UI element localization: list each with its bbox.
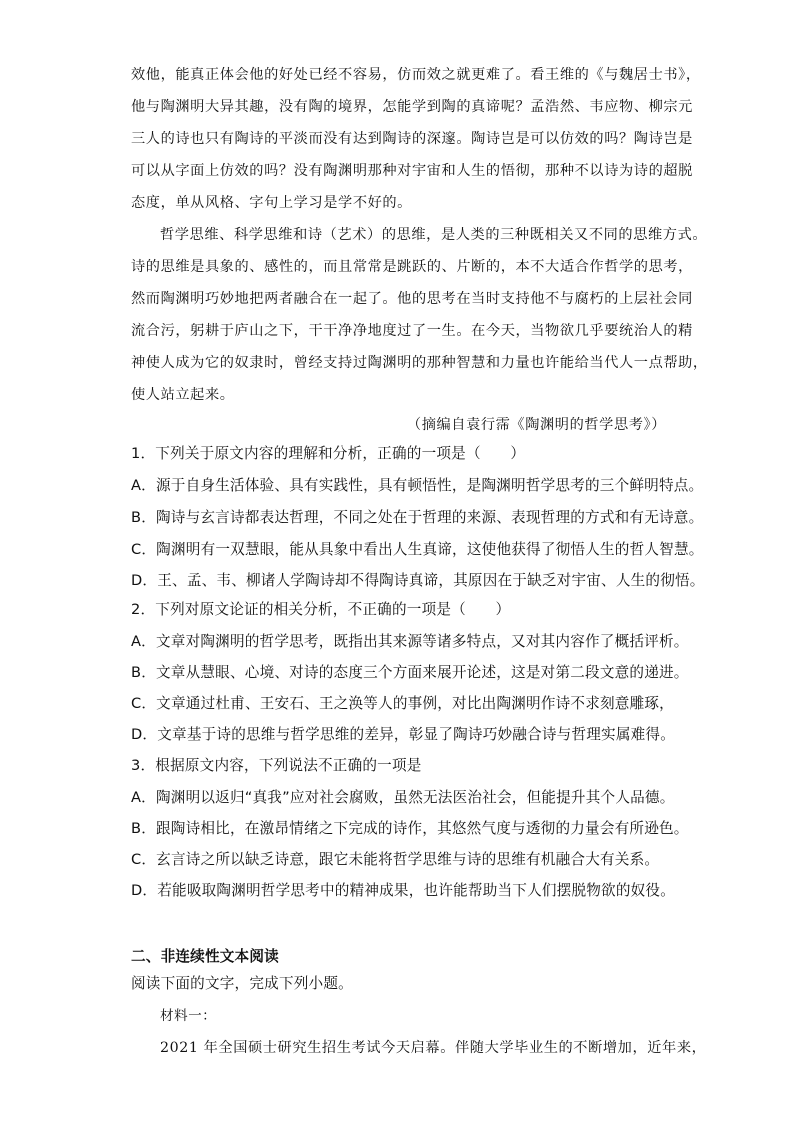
passage-line: 态度，单从风格、字句上学习是学不好的。 [131,195,412,211]
option-c[interactable]: C．陶渊明有一双慧眼，能从具象中看出人生真谛，这使他获得了彻悟人生的哲人智慧。 [131,541,704,558]
option-d[interactable]: D．王、孟、韦、柳诸人学陶诗却不得陶诗真谛，其原因在于缺乏对宇宙、人生的彻悟。 [131,572,705,589]
option-a[interactable]: A．陶渊明以返归“真我”应对社会腐败，虽然无法医治社会，但能提升其个人品德。 [131,789,675,806]
passage-line: 然而陶渊明巧妙地把两者融合在一起了。他的思考在当时支持他不与腐朽的上层社会同 [131,291,693,307]
section-heading: 二、非连续性文本阅读 [131,948,279,965]
material-label: 材料一： [160,1008,217,1024]
question-stem: 1．下列关于原文内容的理解和分析，正确的一项是（ ） [131,445,526,462]
passage-line: 可以从字面上仿效的吗？没有陶渊明那种对宇宙和人生的悟彻，那种不以诗为诗的超脱 [131,163,693,179]
option-b[interactable]: B．陶诗与玄言诗都表达哲理，不同之处在于哲理的来源、表现哲理的方式和有无诗意。 [131,509,704,526]
passage-line: 神使人成为它的奴隶时，曾经支持过陶渊明的那种智慧和力量也许能给当代人一点帮助， [131,355,708,371]
passage-line: 诗的思维是具象的、感性的，而且常常是跳跃的、片断的，本不大适合作哲学的思考， [131,259,693,275]
passage-line: 流合污，躬耕于庐山之下，干干净净地度过了一生。在今天，当物欲几乎要统治人的精 [131,323,693,339]
option-a[interactable]: A．源于自身生活体验、具有实践性，具有顿悟性，是陶渊明哲学思考的三个鲜明特点。 [131,477,704,494]
option-b[interactable]: B．跟陶诗相比，在激昂情绪之下完成的诗作，其悠然气度与透彻的力量会有所逊色。 [131,820,689,837]
section-instruction: 阅读下面的文字，完成下列小题。 [131,975,353,992]
material-first-line: 2021 年全国硕士研究生招生考试今天启幕。伴随大学毕业生的不断增加，近年来， [160,1040,707,1056]
passage-line: 哲学思维、科学思维和诗（艺术）的思维，是人类的三种既相关又不同的思维方式。 [160,227,708,243]
passage-line: 效他，能真正体会他的好处已经不容易，仿而效之就更难了。看王维的《与魏居士书》， [131,67,701,83]
option-a[interactable]: A．文章对陶渊明的哲学思考，既指出其来源等诸多特点，又对其内容作了概括评析。 [131,633,689,650]
question-stem: 3．根据原文内容，下列说法不正确的一项是 [131,757,422,774]
option-d[interactable]: D．文章基于诗的思维与哲学思维的差异，彰显了陶诗巧妙融合诗与哲理实属难得。 [131,726,676,743]
passage-line: 他与陶渊明大异其趣，没有陶的境界，怎能学到陶的真谛呢？孟浩然、韦应物、柳宗元 [131,99,693,115]
passage-line: 使人站立起来。 [131,387,235,403]
passage-line: 三人的诗也只有陶诗的平淡而没有达到陶诗的深邃。陶诗岂是可以仿效的吗？陶诗岂是 [131,131,693,147]
option-b[interactable]: B．文章从慧眼、心境、对诗的态度三个方面来展开论述，这是对第二段文意的递进。 [131,664,689,681]
question-stem: 2．下列对原文论证的相关分析，不正确的一项是（ ） [131,601,511,618]
option-c[interactable]: C．玄言诗之所以缺乏诗意，跟它未能将哲学思维与诗的思维有机融合大有关系。 [131,851,660,868]
option-d[interactable]: D．若能吸取陶渊明哲学思考中的精神成果，也许能帮助当下人们摆脱物欲的奴役。 [131,882,676,899]
passage-source: （摘编自袁行霈《陶渊明的哲学思考》） [406,417,666,433]
option-c[interactable]: C．文章通过杜甫、王安石、王之涣等人的事例，对比出陶渊明作诗不求刻意雕琢， [131,695,674,712]
